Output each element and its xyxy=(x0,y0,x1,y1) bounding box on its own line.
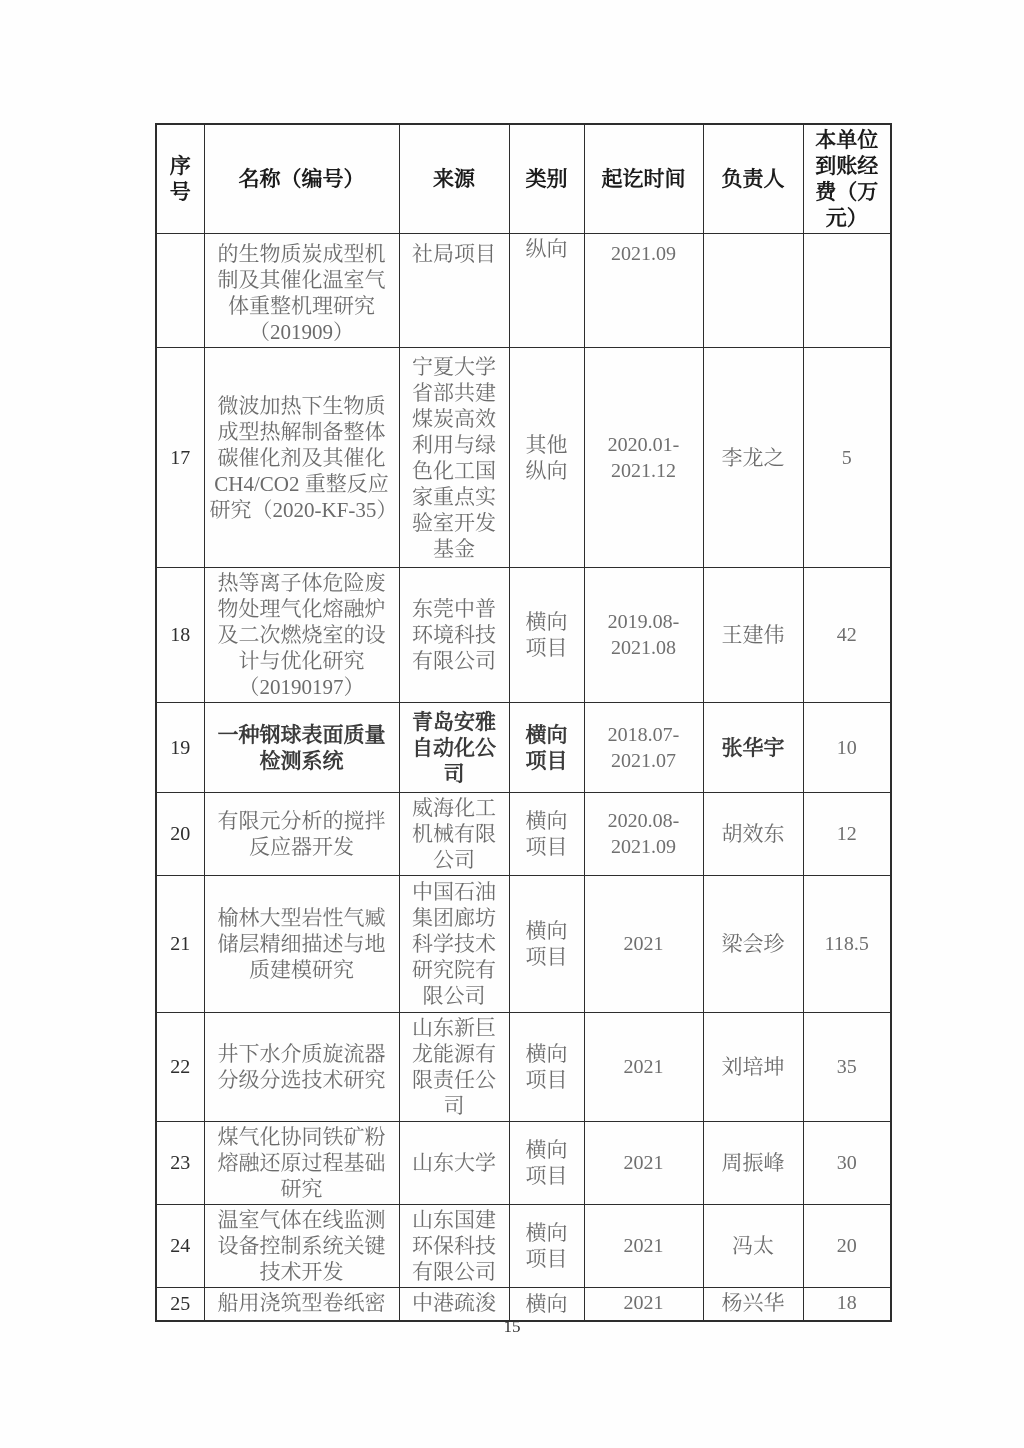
table-row-19 xyxy=(156,703,891,793)
cell-source: 青岛安雅自动化公司 xyxy=(399,703,509,793)
cell-leader: 周振峰 xyxy=(703,1122,803,1205)
cell-source: 社局项目 xyxy=(399,234,509,348)
table-row-17 xyxy=(156,348,891,568)
cell-leader: 张华宇 xyxy=(703,703,803,793)
cell-period: 2020.01-2021.12 xyxy=(584,348,703,568)
cell-leader: 王建伟 xyxy=(703,568,803,703)
cell-name: 的生物质炭成型机制及其催化温室气体重整机理研究（201909） xyxy=(204,234,399,348)
cell-category: 横向项目 xyxy=(509,1013,584,1122)
cell-amount: 35 xyxy=(803,1013,891,1122)
cell-amount xyxy=(803,234,891,348)
cell-category: 横向项目 xyxy=(509,1122,584,1205)
cell-period: 2021 xyxy=(584,1288,703,1322)
cell-no: 25 xyxy=(156,1288,204,1322)
cell-no: 17 xyxy=(156,348,204,568)
cell-name: 船用浇筑型卷纸密 xyxy=(204,1288,399,1322)
cell-no xyxy=(156,234,204,348)
table-row-23 xyxy=(156,1122,891,1205)
cell-no: 24 xyxy=(156,1205,204,1288)
cell-category: 横向项目 xyxy=(509,793,584,876)
cell-leader: 冯太 xyxy=(703,1205,803,1288)
cell-no: 18 xyxy=(156,568,204,703)
research-projects-table xyxy=(155,123,892,1322)
column-header-category: 类别 xyxy=(509,124,584,234)
cell-period: 2020.08-2021.09 xyxy=(584,793,703,876)
cell-category: 横向项目 xyxy=(509,703,584,793)
table-header-row xyxy=(156,124,891,234)
cell-period: 2021 xyxy=(584,1013,703,1122)
cell-no: 21 xyxy=(156,876,204,1013)
table-row-18 xyxy=(156,568,891,703)
cell-name: 榆林大型岩性气臧储层精细描述与地质建模研究 xyxy=(204,876,399,1013)
cell-name: 热等离子体危险废物处理气化熔融炉及二次燃烧室的设计与优化研究（20190197） xyxy=(204,568,399,703)
cell-category: 横向项目 xyxy=(509,568,584,703)
cell-source: 山东大学 xyxy=(399,1122,509,1205)
cell-amount: 118.5 xyxy=(803,876,891,1013)
column-header-leader: 负责人 xyxy=(703,124,803,234)
page-number: 15 xyxy=(503,1317,521,1336)
cell-amount: 10 xyxy=(803,703,891,793)
cell-name: 井下水介质旋流器分级分选技术研究 xyxy=(204,1013,399,1122)
table-row-21 xyxy=(156,876,891,1013)
column-header-period: 起讫时间 xyxy=(584,124,703,234)
cell-source: 威海化工机械有限公司 xyxy=(399,793,509,876)
cell-period: 2019.08-2021.08 xyxy=(584,568,703,703)
cell-leader: 胡效东 xyxy=(703,793,803,876)
column-header-name: 名称（编号） xyxy=(204,124,399,234)
cell-amount: 18 xyxy=(803,1288,891,1322)
cell-period: 2021 xyxy=(584,1205,703,1288)
cell-source: 山东新巨龙能源有限责任公司 xyxy=(399,1013,509,1122)
cell-leader xyxy=(703,234,803,348)
cell-leader: 李龙之 xyxy=(703,348,803,568)
cell-name: 温室气体在线监测设备控制系统关键技术开发 xyxy=(204,1205,399,1288)
cell-period: 2021.09 xyxy=(584,234,703,348)
cell-amount: 30 xyxy=(803,1122,891,1205)
cell-source: 中港疏浚 xyxy=(399,1288,509,1322)
column-header-no: 序号 xyxy=(156,124,204,234)
cell-category: 其他纵向 xyxy=(509,348,584,568)
cell-source: 东莞中普环境科技有限公司 xyxy=(399,568,509,703)
table-row-24 xyxy=(156,1205,891,1288)
cell-source: 宁夏大学省部共建煤炭高效利用与绿色化工国家重点实验室开发基金 xyxy=(399,348,509,568)
cell-no: 19 xyxy=(156,703,204,793)
column-header-source: 来源 xyxy=(399,124,509,234)
table-row-25 xyxy=(156,1288,891,1322)
cell-name: 有限元分析的搅拌反应器开发 xyxy=(204,793,399,876)
cell-category: 横向项目 xyxy=(509,1205,584,1288)
cell-amount: 42 xyxy=(803,568,891,703)
cell-category: 横向项目 xyxy=(509,876,584,1013)
cell-no: 22 xyxy=(156,1013,204,1122)
cell-category: 纵向 xyxy=(509,234,584,348)
cell-amount: 5 xyxy=(803,348,891,568)
column-header-amount: 本单位到账经费（万元） xyxy=(803,124,891,234)
cell-leader: 梁会珍 xyxy=(703,876,803,1013)
table-row-continued xyxy=(156,234,891,348)
cell-period: 2021 xyxy=(584,876,703,1013)
cell-name: 一种钢球表面质量检测系统 xyxy=(204,703,399,793)
cell-period: 2018.07-2021.07 xyxy=(584,703,703,793)
cell-leader: 杨兴华 xyxy=(703,1288,803,1322)
cell-no: 23 xyxy=(156,1122,204,1205)
cell-source: 山东国建环保科技有限公司 xyxy=(399,1205,509,1288)
cell-amount: 20 xyxy=(803,1205,891,1288)
table-row-22 xyxy=(156,1013,891,1122)
cell-category: 横向 xyxy=(509,1288,584,1322)
cell-name: 微波加热下生物质成型热解制备整体碳催化剂及其催化CH4/CO2 重整反应研究（2020-KF-35） xyxy=(204,348,399,568)
cell-leader: 刘培坤 xyxy=(703,1013,803,1122)
cell-no: 20 xyxy=(156,793,204,876)
cell-period: 2021 xyxy=(584,1122,703,1205)
cell-amount: 12 xyxy=(803,793,891,876)
cell-name: 煤气化协同铁矿粉熔融还原过程基础研究 xyxy=(204,1122,399,1205)
cell-source: 中国石油集团廊坊科学技术研究院有限公司 xyxy=(399,876,509,1013)
table-row-20 xyxy=(156,793,891,876)
